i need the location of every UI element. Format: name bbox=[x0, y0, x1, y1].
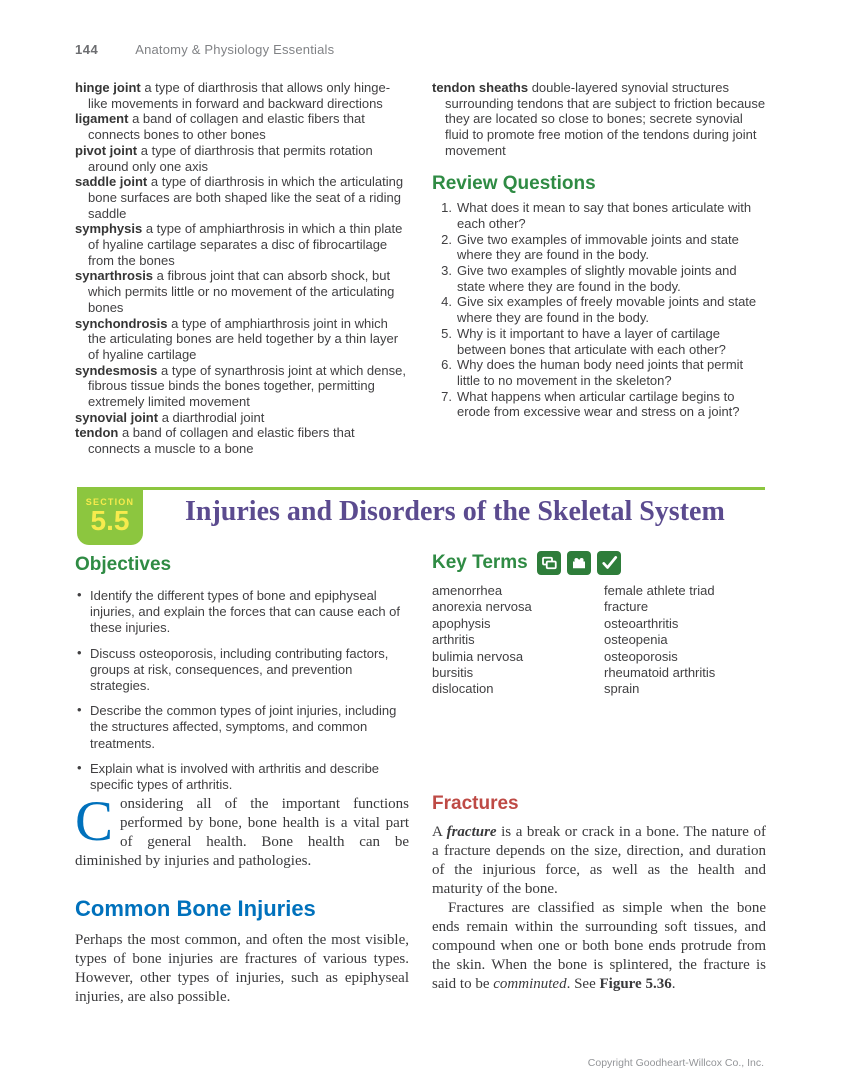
objectives-list bbox=[75, 588, 409, 793]
key-terms-heading: Key Terms bbox=[432, 552, 528, 573]
glossary-right-items bbox=[432, 80, 766, 159]
glossary-item bbox=[75, 316, 409, 363]
fractures-heading: Fractures bbox=[432, 793, 519, 814]
glossary-item bbox=[75, 268, 409, 315]
fractures-paragraph-2 bbox=[432, 899, 766, 994]
glossary-item bbox=[432, 80, 766, 159]
section-divider-line bbox=[77, 487, 765, 490]
question-text: What does it mean to say that bones articulate with each other? bbox=[457, 200, 752, 231]
key-terms-icons bbox=[537, 551, 621, 575]
question-number: 3. bbox=[441, 263, 452, 279]
key-term: dislocation bbox=[432, 681, 494, 697]
key-terms-column-2 bbox=[604, 583, 766, 698]
review-question bbox=[432, 389, 766, 420]
glossary-term: ligament bbox=[75, 111, 129, 127]
objectives-block bbox=[75, 554, 409, 802]
glossary-definition: a diarthrodial joint bbox=[161, 409, 265, 425]
fracture-term: fracture bbox=[446, 824, 497, 840]
review-questions-list bbox=[432, 200, 766, 420]
text-run: . bbox=[671, 976, 676, 992]
glossary-term: tendon bbox=[75, 425, 119, 441]
glossary-item bbox=[75, 425, 409, 456]
glossary-right-column bbox=[432, 80, 766, 420]
fractures-block bbox=[432, 793, 766, 994]
review-question bbox=[432, 263, 766, 294]
bullet-marker: • bbox=[77, 702, 82, 718]
glossary-term: hinge joint bbox=[75, 80, 141, 95]
glossary-item bbox=[75, 111, 409, 142]
objectives-heading: Objectives bbox=[75, 554, 172, 575]
glossary-item bbox=[75, 143, 409, 174]
key-terms-block bbox=[432, 551, 766, 698]
review-question bbox=[432, 200, 766, 231]
review-questions-heading: Review Questions bbox=[432, 172, 596, 194]
glossary-definition: a type of amphiarthrosis in which a thin plate of hyaline cartilage separates a disc of fibrocartilage from the bones bbox=[88, 221, 403, 268]
glossary-term: synchondrosis bbox=[75, 315, 168, 331]
glossary-definition: double-layered synovial structures surrounding tendons that are subject to friction because they are located so close to bones; secrete synovial fluid to promote free motion of the tendons during joint movement bbox=[445, 80, 766, 158]
page-header bbox=[75, 42, 334, 57]
key-term: osteoporosis bbox=[604, 648, 678, 664]
key-term: amenorrhea bbox=[432, 583, 503, 598]
bullet-marker: • bbox=[77, 644, 82, 660]
figure-reference: Figure 5.36 bbox=[599, 976, 672, 992]
question-number: 4. bbox=[441, 294, 452, 310]
glossary-definition: a fibrous joint that can absorb shock, but which permits little or no movement of the articulating bones bbox=[88, 268, 395, 315]
key-term: fracture bbox=[604, 599, 649, 615]
section-title: Injuries and Disorders of the Skeletal System bbox=[185, 496, 725, 527]
key-term: osteopenia bbox=[604, 632, 668, 648]
review-question bbox=[432, 232, 766, 263]
intro-paragraph bbox=[75, 790, 409, 871]
question-text: Why is it important to have a layer of cartilage between bones that articulate with each other? bbox=[457, 325, 726, 357]
key-term: sprain bbox=[604, 681, 640, 697]
question-number: 1. bbox=[441, 200, 452, 216]
objective-item bbox=[75, 646, 409, 695]
glossary-term: synovial joint bbox=[75, 409, 159, 425]
text-run: . See bbox=[566, 976, 600, 992]
section-badge bbox=[77, 489, 143, 545]
glossary-term: symphysis bbox=[75, 221, 143, 237]
objective-text: Describe the common types of joint injuries, including the structures affected, symptoms, and common treatments. bbox=[90, 703, 397, 751]
question-text: Give two examples of immovable joints and state where they are found in the body. bbox=[457, 231, 739, 263]
glossary-definition: a band of collagen and elastic fibers that connects bones to other bones bbox=[88, 111, 365, 143]
section-label: SECTION bbox=[85, 497, 135, 507]
common-bone-injuries-block bbox=[75, 896, 409, 1007]
fractures-paragraph-1 bbox=[432, 823, 766, 899]
glossary-definition: a type of diarthrosis in which the articulating bone surfaces are both shaped like the seat of a riding saddle bbox=[88, 174, 404, 221]
review-question bbox=[432, 294, 766, 325]
glossary-item bbox=[75, 221, 409, 268]
text-run: A bbox=[432, 824, 447, 840]
key-term: arthritis bbox=[432, 632, 475, 648]
checkmark-icon[interactable] bbox=[597, 551, 621, 575]
key-terms-column-1 bbox=[432, 583, 604, 698]
flashcards-icon[interactable] bbox=[537, 551, 561, 575]
glossary-definition: a type of amphiarthrosis joint in which the articulating bones are held together by a thin layer of hyaline cartilage bbox=[88, 315, 399, 362]
glossary-item bbox=[75, 410, 409, 426]
common-bone-injuries-heading: Common Bone Injuries bbox=[75, 896, 316, 921]
question-text: Give two examples of slightly movable joints and state where they are found in the body. bbox=[457, 263, 737, 294]
question-number: 2. bbox=[441, 231, 452, 247]
section-number: 5.5 bbox=[90, 505, 130, 536]
glossary-term: pivot joint bbox=[75, 142, 138, 158]
intro-text: onsidering all of the important functions performed by bone, bone health is a vital part of general health. Bone health can be diminished by injuries and pathologies. bbox=[75, 796, 409, 869]
glossary-item bbox=[75, 363, 409, 410]
key-term: anorexia nervosa bbox=[432, 599, 532, 615]
bullet-marker: • bbox=[77, 759, 82, 775]
glossary-term: syndesmosis bbox=[75, 362, 158, 378]
key-term: osteoarthritis bbox=[604, 615, 679, 631]
text-run: Fractures are classified as simple when the bone ends remain within the surrounding soft tissues, and compound when one or both bone ends protrude from the skin. When the bone is splintered, the fracture is said to be bbox=[432, 900, 766, 992]
comminuted-term: comminuted bbox=[493, 976, 567, 992]
bullet-marker: • bbox=[77, 587, 82, 602]
glossary-item bbox=[75, 174, 409, 221]
glossary-item bbox=[75, 80, 409, 111]
review-question bbox=[432, 357, 766, 388]
glossary-definition: a type of diarthrosis that permits rotation around only one axis bbox=[88, 142, 373, 174]
glossary-definition: a type of synarthrosis joint at which dense, fibrous tissue binds the bones together, permitting extremely limited movement bbox=[88, 362, 406, 410]
question-number: 5. bbox=[441, 325, 452, 341]
question-text: What happens when articular cartilage begins to erode from excessive wear and stress on a joint? bbox=[457, 388, 740, 420]
running-head: Anatomy & Physiology Essentials bbox=[135, 42, 335, 57]
question-text: Why does the human body need joints that permit little to no movement in the skeleton? bbox=[457, 357, 744, 388]
glossary-definition: a type of diarthrosis that allows only hinge-like movements in forward and backward directions bbox=[88, 80, 391, 111]
key-term: bulimia nervosa bbox=[432, 648, 524, 664]
review-question bbox=[432, 326, 766, 357]
objective-item bbox=[75, 761, 409, 793]
objective-text: Discuss osteoporosis, including contributing factors, groups at risk, consequences, and prevention strategies. bbox=[90, 645, 389, 694]
objective-item bbox=[75, 703, 409, 752]
glossary-left-column bbox=[75, 80, 409, 457]
text-run: is a break or crack in a bone. The nature of a fracture depends on the size, direction, and duration of the injurious force, as well as the health and maturity of the bone. bbox=[432, 824, 766, 897]
objective-text: Identify the different types of bone and epiphyseal injuries, and explain the forces that can cause each of these injuries. bbox=[90, 588, 401, 636]
key-term: female athlete triad bbox=[604, 583, 715, 598]
key-term: rheumatoid arthritis bbox=[604, 665, 716, 681]
common-bone-injuries-paragraph: Perhaps the most common, and often the most visible, types of bone injuries are fractures of various types. However, other types of injuries, such as epiphyseal injuries, are also possible. bbox=[75, 932, 409, 1005]
objective-item bbox=[75, 588, 409, 637]
drop-cap: C bbox=[75, 790, 114, 853]
intro-paragraph-block bbox=[75, 790, 409, 871]
question-text: Give six examples of freely movable joints and state where they are found in the body. bbox=[457, 294, 757, 326]
glossary-definition: a band of collagen and elastic fibers that connects a muscle to a bone bbox=[88, 425, 355, 457]
question-number: 7. bbox=[441, 388, 452, 404]
page-number: 144 bbox=[75, 42, 99, 57]
glossary-term: synarthrosis bbox=[75, 268, 154, 284]
puzzle-piece-icon[interactable] bbox=[567, 551, 591, 575]
copyright-footer: Copyright Goodheart-Willcox Co., Inc. bbox=[587, 1057, 764, 1069]
key-term: bursitis bbox=[432, 665, 474, 681]
glossary-term: tendon sheaths bbox=[432, 80, 529, 95]
key-term: apophysis bbox=[432, 615, 491, 631]
objective-text: Explain what is involved with arthritis and describe specific types of arthritis. bbox=[90, 760, 380, 793]
glossary-term: saddle joint bbox=[75, 174, 148, 190]
question-number: 6. bbox=[441, 357, 452, 373]
